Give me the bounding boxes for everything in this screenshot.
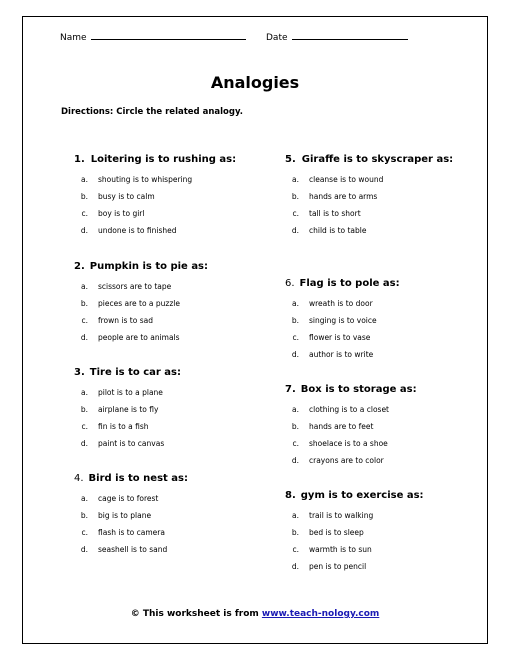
question-7 bbox=[285, 382, 495, 469]
option-text: warmth is to sun bbox=[309, 545, 372, 554]
name-blank-line[interactable] bbox=[91, 30, 246, 40]
question-title bbox=[74, 259, 284, 275]
option-list bbox=[285, 401, 495, 469]
option-letter: d. bbox=[291, 456, 299, 465]
question-prompt: Giraffe is to skyscraper as: bbox=[301, 154, 454, 165]
option-item[interactable] bbox=[74, 278, 284, 295]
option-item[interactable] bbox=[285, 401, 495, 418]
question-8 bbox=[285, 488, 495, 575]
option-text: scissors are to tape bbox=[98, 282, 172, 291]
option-text: boy is to girl bbox=[98, 209, 145, 218]
date-label: Date bbox=[266, 33, 288, 43]
option-item[interactable] bbox=[74, 435, 284, 452]
option-letter: a. bbox=[81, 388, 88, 397]
option-text: wreath is to door bbox=[309, 299, 373, 308]
option-text: crayons are to color bbox=[309, 456, 384, 465]
option-letter: d. bbox=[80, 333, 88, 342]
question-title bbox=[285, 488, 495, 504]
name-label: Name bbox=[60, 33, 87, 43]
option-text: cage is to forest bbox=[98, 494, 159, 503]
option-text: pieces are to a puzzle bbox=[98, 299, 180, 308]
option-letter: d. bbox=[291, 226, 299, 235]
option-text: airplane is to fly bbox=[98, 405, 159, 414]
footer-credit bbox=[0, 609, 510, 619]
question-number: 2. bbox=[74, 261, 85, 272]
option-text: singing is to voice bbox=[309, 316, 377, 325]
option-letter: b. bbox=[291, 528, 299, 537]
question-1 bbox=[74, 152, 284, 239]
option-item[interactable] bbox=[74, 171, 284, 188]
option-list bbox=[74, 490, 284, 558]
option-item[interactable] bbox=[285, 346, 495, 363]
option-letter: d. bbox=[80, 439, 88, 448]
option-text: fin is to a fish bbox=[98, 422, 149, 431]
option-letter: d. bbox=[80, 545, 88, 554]
option-text: bed is to sleep bbox=[309, 528, 364, 537]
question-number: 4. bbox=[74, 473, 84, 484]
question-title bbox=[285, 152, 495, 168]
option-text: frown is to sad bbox=[98, 316, 153, 325]
option-item[interactable] bbox=[74, 329, 284, 346]
question-title bbox=[74, 471, 284, 487]
date-blank-line[interactable] bbox=[292, 30, 408, 40]
question-title bbox=[74, 365, 284, 381]
option-text: undone is to finished bbox=[98, 226, 177, 235]
question-prompt: Pumpkin is to pie as: bbox=[89, 261, 209, 272]
option-item[interactable] bbox=[285, 558, 495, 575]
option-text: pen is to pencil bbox=[309, 562, 367, 571]
option-text: hands are to arms bbox=[309, 192, 378, 201]
option-item[interactable] bbox=[74, 524, 284, 541]
option-text: flower is to vase bbox=[309, 333, 371, 342]
option-item[interactable] bbox=[74, 384, 284, 401]
option-list bbox=[285, 171, 495, 239]
option-letter: a. bbox=[292, 175, 299, 184]
option-text: paint is to canvas bbox=[98, 439, 165, 448]
question-4 bbox=[74, 471, 284, 558]
footer-text: © This worksheet is from bbox=[130, 609, 262, 619]
option-letter: b. bbox=[80, 511, 88, 520]
option-letter: c. bbox=[292, 333, 299, 342]
option-item[interactable] bbox=[285, 524, 495, 541]
question-prompt: Flag is to pole as: bbox=[299, 278, 400, 289]
question-prompt: gym is to exercise as: bbox=[300, 490, 424, 501]
option-text: author is to write bbox=[309, 350, 374, 359]
option-letter: c. bbox=[81, 422, 88, 431]
option-letter: d. bbox=[291, 350, 299, 359]
question-prompt: Tire is to car as: bbox=[89, 367, 181, 378]
option-letter: b. bbox=[80, 192, 88, 201]
footer-link[interactable]: www.teach-nology.com bbox=[261, 609, 380, 619]
directions: Directions: Circle the related analogy. bbox=[61, 107, 243, 117]
question-prompt: Loitering is to rushing as: bbox=[90, 154, 237, 165]
option-item[interactable] bbox=[285, 222, 495, 239]
page-title: Analogies bbox=[210, 73, 300, 92]
question-2 bbox=[74, 259, 284, 346]
question-number: 8. bbox=[285, 490, 296, 501]
option-item[interactable] bbox=[285, 205, 495, 222]
question-6 bbox=[285, 276, 495, 363]
question-title bbox=[285, 276, 495, 292]
question-number: 1. bbox=[74, 154, 85, 165]
option-item[interactable] bbox=[74, 205, 284, 222]
option-item[interactable] bbox=[285, 507, 495, 524]
option-letter: a. bbox=[81, 282, 88, 291]
option-letter: b. bbox=[291, 316, 299, 325]
option-item[interactable] bbox=[74, 188, 284, 205]
option-text: seashell is to sand bbox=[98, 545, 168, 554]
question-prompt: Bird is to nest as: bbox=[88, 473, 188, 484]
option-letter: c. bbox=[292, 545, 299, 554]
option-item[interactable] bbox=[74, 295, 284, 312]
option-text: shoelace is to a shoe bbox=[309, 439, 388, 448]
option-text: people are to animals bbox=[98, 333, 180, 342]
option-letter: b. bbox=[80, 299, 88, 308]
option-list bbox=[285, 507, 495, 575]
option-text: big is to plane bbox=[98, 511, 152, 520]
date-field bbox=[266, 30, 408, 43]
option-item[interactable] bbox=[285, 435, 495, 452]
option-letter: b. bbox=[291, 422, 299, 431]
option-text: pilot is to a plane bbox=[98, 388, 163, 397]
option-letter: b. bbox=[80, 405, 88, 414]
option-letter: c. bbox=[81, 528, 88, 537]
option-item[interactable] bbox=[74, 541, 284, 558]
option-text: busy is to calm bbox=[98, 192, 155, 201]
option-item[interactable] bbox=[74, 490, 284, 507]
option-item[interactable] bbox=[285, 452, 495, 469]
name-field bbox=[60, 30, 246, 43]
question-title bbox=[74, 152, 284, 168]
question-number: 7. bbox=[285, 384, 296, 395]
option-text: trail is to walking bbox=[309, 511, 374, 520]
question-prompt: Box is to storage as: bbox=[300, 384, 417, 395]
option-item[interactable] bbox=[74, 418, 284, 435]
question-title bbox=[285, 382, 495, 398]
option-letter: b. bbox=[291, 192, 299, 201]
option-item[interactable] bbox=[285, 171, 495, 188]
option-letter: a. bbox=[292, 405, 299, 414]
option-item[interactable] bbox=[285, 312, 495, 329]
option-letter: a. bbox=[292, 511, 299, 520]
option-text: tall is to short bbox=[309, 209, 361, 218]
option-letter: d. bbox=[291, 562, 299, 571]
option-text: hands are to feet bbox=[309, 422, 374, 431]
option-list bbox=[74, 278, 284, 346]
option-item[interactable] bbox=[285, 188, 495, 205]
option-item[interactable] bbox=[74, 401, 284, 418]
option-item[interactable] bbox=[285, 329, 495, 346]
option-letter: a. bbox=[81, 175, 88, 184]
option-letter: c. bbox=[81, 209, 88, 218]
question-number: 3. bbox=[74, 367, 85, 378]
question-number: 5. bbox=[285, 154, 296, 165]
option-letter: d. bbox=[80, 226, 88, 235]
option-letter: a. bbox=[81, 494, 88, 503]
option-text: flash is to camera bbox=[98, 528, 165, 537]
option-text: child is to table bbox=[309, 226, 367, 235]
option-item[interactable] bbox=[285, 418, 495, 435]
option-letter: c. bbox=[81, 316, 88, 325]
option-list bbox=[74, 171, 284, 239]
option-letter: a. bbox=[292, 299, 299, 308]
option-item[interactable] bbox=[74, 222, 284, 239]
question-number: 6. bbox=[285, 278, 295, 289]
question-5 bbox=[285, 152, 495, 239]
option-letter: c. bbox=[292, 439, 299, 448]
option-item[interactable] bbox=[285, 295, 495, 312]
question-3 bbox=[74, 365, 284, 452]
option-item[interactable] bbox=[74, 507, 284, 524]
option-text: cleanse is to wound bbox=[309, 175, 384, 184]
option-letter: c. bbox=[292, 209, 299, 218]
option-item[interactable] bbox=[74, 312, 284, 329]
option-list bbox=[74, 384, 284, 452]
option-item[interactable] bbox=[285, 541, 495, 558]
option-text: clothing is to a closet bbox=[309, 405, 389, 414]
option-text: shouting is to whispering bbox=[98, 175, 193, 184]
option-list bbox=[285, 295, 495, 363]
